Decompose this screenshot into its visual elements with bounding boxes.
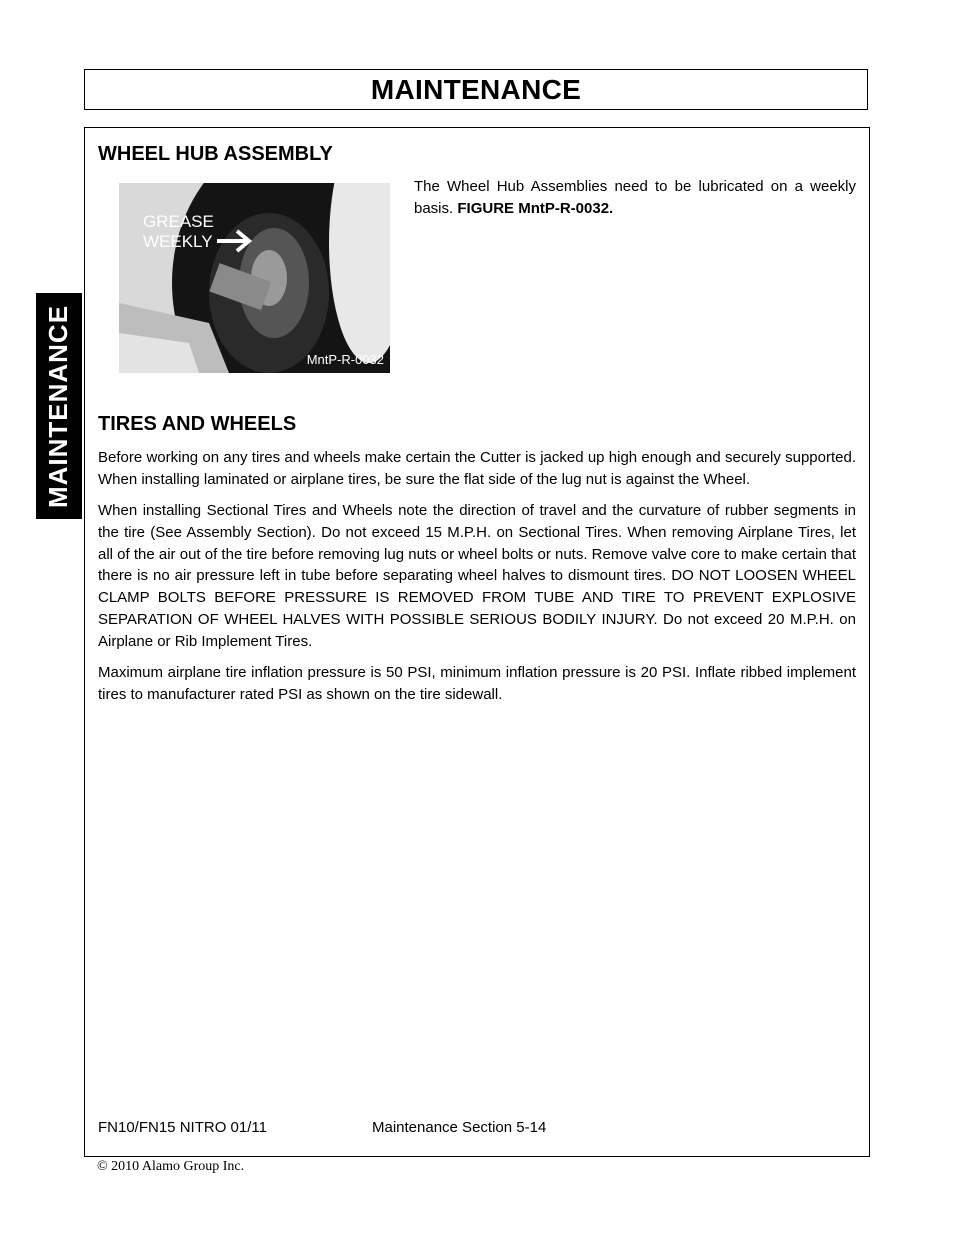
page-title: MAINTENANCE <box>370 73 582 105</box>
wheel-hub-text: The Wheel Hub Assemblies need to be lubricated on a weekly basis. <box>414 178 856 217</box>
tires-heading: TIRES AND WHEELS <box>98 413 297 435</box>
wheel-hub-body <box>414 176 856 220</box>
figure-label-grease: GREASE <box>143 212 214 231</box>
copyright: © 2010 Alamo Group Inc. <box>97 1159 245 1174</box>
tires-paragraph-2: When installing Sectional Tires and Wheels note the direction of travel and the curvature of rubber segments in the tire (See Assembly Section). Do not exceed 15 M.P.H. on Sectional Tires. When removing Airplane Tires, let all of the air out of the tire before removing lug nuts or wheel bolts or nuts. Remove valve core to make certain that there is no air pressure left in tube before separating wheel halves to dismount tires. DO NOT LOOSEN WHEEL CLAMP BOLTS BEFORE PRESSURE IS REMOVED FROM TUBE AND TIRE TO PREVENT EXPLOSIVE SEPARATION OF WHEEL HALVES WITH POSSIBLE SERIOUS BODILY INJURY. Do not exceed 20 M.P.H. on Airplane or Rib Implement Tires. <box>98 502 856 650</box>
footer-model: FN10/FN15 NITRO 01/11 <box>98 1119 267 1136</box>
figure-id: MntP-R-0032 <box>306 352 384 367</box>
footer-section: Maintenance Section 5-14 <box>372 1119 547 1136</box>
side-tab <box>36 293 82 519</box>
wheel-hub-heading: WHEEL HUB ASSEMBLY <box>98 143 333 165</box>
figure-label-weekly: WEEKLY <box>143 232 213 251</box>
header-box <box>84 69 868 110</box>
figure-reference: FIGURE MntP-R-0032. <box>457 199 614 217</box>
tires-paragraph-1: Before working on any tires and wheels make certain the Cutter is jacked up high enough and securely supported. When installing laminated or airplane tires, be sure the flat side of the lug nut is against the Wheel. <box>98 449 856 488</box>
wheel-hub-figure <box>119 183 390 373</box>
tires-paragraph-3: Maximum airplane tire inflation pressure is 50 PSI, minimum inflation pressure is 20 PSI. Inflate ribbed implement tires to manufacturer rated PSI as shown on the tire sidewall. <box>98 664 856 703</box>
side-tab-label: MAINTENANCE <box>43 304 74 508</box>
